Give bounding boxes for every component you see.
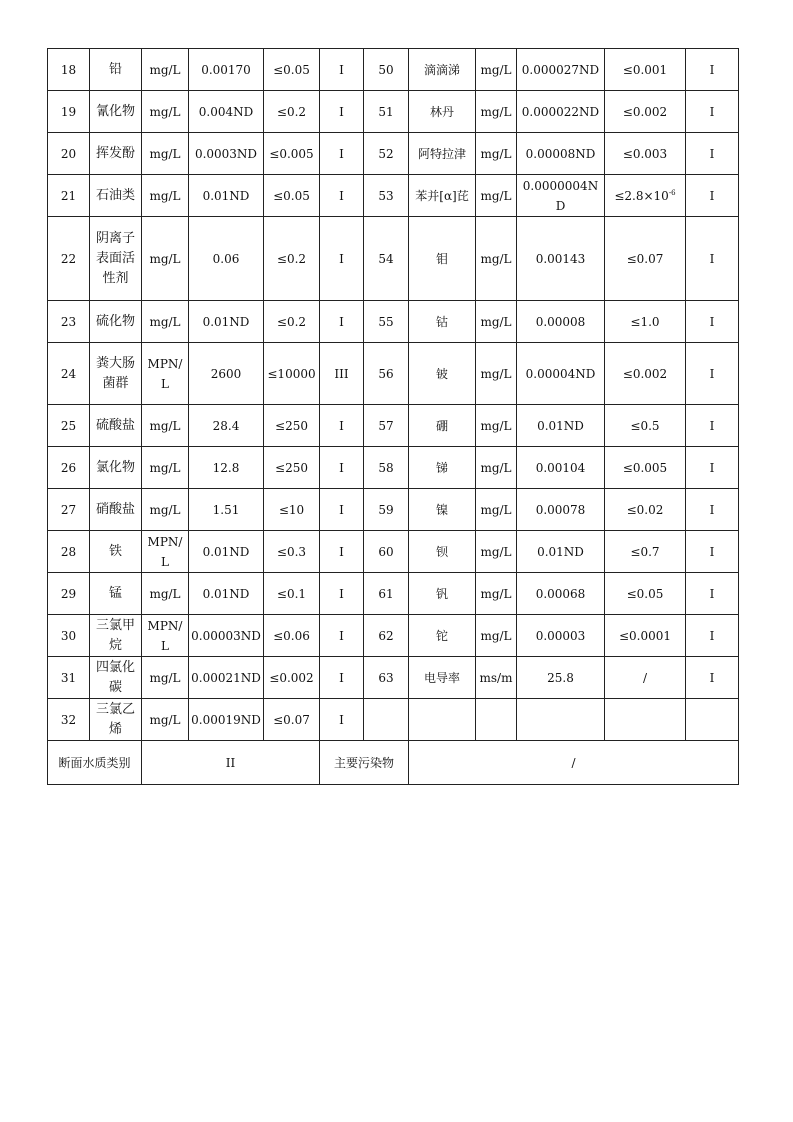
left-item-name: 石油类: [90, 175, 142, 217]
left-item-limit: ≤0.2: [264, 91, 320, 133]
left-item-unit: MPN/L: [142, 531, 189, 573]
left-item-number: 23: [48, 301, 90, 343]
right-item-limit: /: [605, 657, 686, 699]
left-item-grade: I: [320, 657, 364, 699]
right-item-number: 57: [364, 405, 409, 447]
right-item-limit: ≤0.5: [605, 405, 686, 447]
left-item-name: 氰化物: [90, 91, 142, 133]
left-item-result: 0.06: [189, 217, 264, 301]
right-item-name: 钒: [409, 573, 476, 615]
right-item-name: 铊: [409, 615, 476, 657]
right-item-limit: ≤0.001: [605, 49, 686, 91]
left-item-grade: I: [320, 615, 364, 657]
right-item-grade: I: [686, 657, 739, 699]
right-item-unit: mg/L: [476, 133, 517, 175]
left-item-unit: mg/L: [142, 217, 189, 301]
left-item-unit: mg/L: [142, 49, 189, 91]
water-quality-table: [47, 48, 739, 785]
left-item-result: 1.51: [189, 489, 264, 531]
left-item-limit: ≤0.2: [264, 301, 320, 343]
table-row: [48, 133, 739, 175]
section-class-value: II: [142, 741, 320, 785]
right-item-unit: mg/L: [476, 531, 517, 573]
left-item-limit: ≤0.005: [264, 133, 320, 175]
left-item-name: 硫酸盐: [90, 405, 142, 447]
right-item-number: 53: [364, 175, 409, 217]
left-item-result: 0.01ND: [189, 175, 264, 217]
right-item-grade: I: [686, 447, 739, 489]
right-item-grade: I: [686, 489, 739, 531]
right-item-unit: mg/L: [476, 615, 517, 657]
left-item-unit: mg/L: [142, 489, 189, 531]
left-item-result: 0.01ND: [189, 301, 264, 343]
left-item-unit: mg/L: [142, 573, 189, 615]
left-item-unit: MPN/L: [142, 343, 189, 405]
left-item-limit: ≤0.05: [264, 175, 320, 217]
right-item-result: 0.0000004ND: [517, 175, 605, 217]
left-item-result: 0.004ND: [189, 91, 264, 133]
right-item-name: 镍: [409, 489, 476, 531]
table-row: [48, 531, 739, 573]
left-item-number: 26: [48, 447, 90, 489]
right-item-result: 0.00008: [517, 301, 605, 343]
right-item-result: 0.000027ND: [517, 49, 605, 91]
right-item-number: 51: [364, 91, 409, 133]
left-item-unit: mg/L: [142, 699, 189, 741]
left-item-result: 0.00019ND: [189, 699, 264, 741]
right-item-name: 电导率: [409, 657, 476, 699]
left-item-number: 29: [48, 573, 90, 615]
right-item-number: 50: [364, 49, 409, 91]
left-item-result: 0.00003ND: [189, 615, 264, 657]
right-item-limit: ≤0.005: [605, 447, 686, 489]
left-item-unit: mg/L: [142, 657, 189, 699]
right-item-grade: I: [686, 405, 739, 447]
left-item-grade: I: [320, 531, 364, 573]
right-item-name: 阿特拉津: [409, 133, 476, 175]
table-row: [48, 91, 739, 133]
table-row: [48, 615, 739, 657]
right-item-limit: ≤0.02: [605, 489, 686, 531]
left-item-number: 20: [48, 133, 90, 175]
right-item-name: 钴: [409, 301, 476, 343]
table-row: [48, 699, 739, 741]
left-item-limit: ≤0.05: [264, 49, 320, 91]
section-class-label: 断面水质类别: [48, 741, 142, 785]
table-row: [48, 489, 739, 531]
table-body: [48, 49, 739, 741]
left-item-number: 30: [48, 615, 90, 657]
left-item-number: 28: [48, 531, 90, 573]
left-item-number: 25: [48, 405, 90, 447]
right-item-result: 0.01ND: [517, 531, 605, 573]
right-item-number: 55: [364, 301, 409, 343]
right-item-result: 0.000022ND: [517, 91, 605, 133]
left-item-number: 24: [48, 343, 90, 405]
table-row: [48, 447, 739, 489]
main-pollutant-value: /: [409, 741, 739, 785]
right-item-unit: mg/L: [476, 175, 517, 217]
right-item-grade: I: [686, 133, 739, 175]
left-item-result: 2600: [189, 343, 264, 405]
right-item-number: 59: [364, 489, 409, 531]
right-item-number: 60: [364, 531, 409, 573]
left-item-unit: MPN/L: [142, 615, 189, 657]
left-item-number: 27: [48, 489, 90, 531]
right-item-result: 0.00143: [517, 217, 605, 301]
right-item-result: 0.00004ND: [517, 343, 605, 405]
left-item-unit: mg/L: [142, 301, 189, 343]
right-item-name: 硼: [409, 405, 476, 447]
left-item-grade: I: [320, 573, 364, 615]
right-item-grade: I: [686, 343, 739, 405]
right-item-number: [364, 699, 409, 741]
right-item-grade: I: [686, 301, 739, 343]
left-item-name: 氯化物: [90, 447, 142, 489]
left-item-limit: ≤250: [264, 447, 320, 489]
left-item-number: 31: [48, 657, 90, 699]
left-item-result: 28.4: [189, 405, 264, 447]
left-item-name: 硝酸盐: [90, 489, 142, 531]
right-item-unit: mg/L: [476, 405, 517, 447]
right-item-name: 铍: [409, 343, 476, 405]
left-item-name: 粪大肠菌群: [90, 343, 142, 405]
right-item-result: 0.00068: [517, 573, 605, 615]
right-item-unit: mg/L: [476, 301, 517, 343]
right-item-number: 54: [364, 217, 409, 301]
right-item-grade: [686, 699, 739, 741]
left-item-name: 铁: [90, 531, 142, 573]
left-item-unit: mg/L: [142, 133, 189, 175]
right-item-result: 25.8: [517, 657, 605, 699]
left-item-name: 铅: [90, 49, 142, 91]
table-row: [48, 49, 739, 91]
left-item-limit: ≤10: [264, 489, 320, 531]
right-item-name: 林丹: [409, 91, 476, 133]
right-item-result: 0.01ND: [517, 405, 605, 447]
right-item-limit: ≤0.07: [605, 217, 686, 301]
right-item-number: 61: [364, 573, 409, 615]
left-item-number: 18: [48, 49, 90, 91]
left-item-name: 三氯甲烷: [90, 615, 142, 657]
left-item-grade: III: [320, 343, 364, 405]
table-row: [48, 573, 739, 615]
right-item-limit: ≤1.0: [605, 301, 686, 343]
right-item-grade: I: [686, 573, 739, 615]
left-item-result: 12.8: [189, 447, 264, 489]
left-item-limit: ≤0.07: [264, 699, 320, 741]
left-item-limit: ≤0.06: [264, 615, 320, 657]
left-item-limit: ≤0.1: [264, 573, 320, 615]
right-item-number: 52: [364, 133, 409, 175]
left-item-result: 0.0003ND: [189, 133, 264, 175]
left-item-grade: I: [320, 91, 364, 133]
right-item-limit: ≤0.0001: [605, 615, 686, 657]
table-row: [48, 301, 739, 343]
left-item-name: 硫化物: [90, 301, 142, 343]
summary-row: [48, 741, 739, 785]
right-item-grade: I: [686, 49, 739, 91]
left-item-grade: I: [320, 489, 364, 531]
left-item-grade: I: [320, 405, 364, 447]
left-item-number: 21: [48, 175, 90, 217]
table-row: [48, 217, 739, 301]
table-row: [48, 657, 739, 699]
right-item-name: 钡: [409, 531, 476, 573]
left-item-unit: mg/L: [142, 175, 189, 217]
right-item-result: 0.00104: [517, 447, 605, 489]
left-item-grade: I: [320, 133, 364, 175]
left-item-number: 19: [48, 91, 90, 133]
left-item-limit: ≤10000: [264, 343, 320, 405]
left-item-number: 32: [48, 699, 90, 741]
table-row: [48, 405, 739, 447]
right-item-grade: I: [686, 217, 739, 301]
left-item-grade: I: [320, 217, 364, 301]
right-item-unit: mg/L: [476, 447, 517, 489]
limit-base: ≤2.8×10: [614, 188, 669, 203]
right-item-limit: ≤0.003: [605, 133, 686, 175]
left-item-grade: I: [320, 49, 364, 91]
left-item-number: 22: [48, 217, 90, 301]
main-pollutant-label: 主要污染物: [320, 741, 409, 785]
left-item-grade: I: [320, 699, 364, 741]
right-item-unit: ms/m: [476, 657, 517, 699]
left-item-result: 0.01ND: [189, 531, 264, 573]
right-item-result: 0.00008ND: [517, 133, 605, 175]
right-item-unit: mg/L: [476, 217, 517, 301]
right-item-grade: I: [686, 175, 739, 217]
right-item-limit: [605, 699, 686, 741]
limit-exponent: -6: [668, 188, 676, 197]
left-item-result: 0.01ND: [189, 573, 264, 615]
left-item-limit: ≤0.2: [264, 217, 320, 301]
right-item-name: 苯并[α]芘: [409, 175, 476, 217]
right-item-name: 钼: [409, 217, 476, 301]
right-item-unit: mg/L: [476, 343, 517, 405]
right-item-result: [517, 699, 605, 741]
right-item-result: 0.00003: [517, 615, 605, 657]
right-item-limit: [605, 175, 686, 217]
left-item-limit: ≤0.3: [264, 531, 320, 573]
right-item-limit: ≤0.05: [605, 573, 686, 615]
left-item-unit: mg/L: [142, 405, 189, 447]
right-item-name: 锑: [409, 447, 476, 489]
left-item-name: 挥发酚: [90, 133, 142, 175]
right-item-unit: mg/L: [476, 49, 517, 91]
right-item-grade: I: [686, 531, 739, 573]
left-item-name: 阴离子表面活性剂: [90, 217, 142, 301]
left-item-name: 三氯乙烯: [90, 699, 142, 741]
right-item-grade: I: [686, 91, 739, 133]
right-item-name: [409, 699, 476, 741]
right-item-number: 63: [364, 657, 409, 699]
right-item-limit: ≤0.002: [605, 343, 686, 405]
right-item-grade: I: [686, 615, 739, 657]
summary-body: [48, 741, 739, 785]
right-item-unit: mg/L: [476, 489, 517, 531]
right-item-unit: mg/L: [476, 573, 517, 615]
left-item-name: 四氯化碳: [90, 657, 142, 699]
right-item-limit: ≤0.7: [605, 531, 686, 573]
right-item-number: 56: [364, 343, 409, 405]
left-item-grade: I: [320, 301, 364, 343]
right-item-unit: mg/L: [476, 91, 517, 133]
left-item-grade: I: [320, 447, 364, 489]
left-item-grade: I: [320, 175, 364, 217]
left-item-limit: ≤0.002: [264, 657, 320, 699]
left-item-result: 0.00170: [189, 49, 264, 91]
right-item-result: 0.00078: [517, 489, 605, 531]
right-item-limit: ≤0.002: [605, 91, 686, 133]
table-row: [48, 343, 739, 405]
left-item-unit: mg/L: [142, 91, 189, 133]
left-item-name: 锰: [90, 573, 142, 615]
right-item-name: 滴滴涕: [409, 49, 476, 91]
right-item-unit: [476, 699, 517, 741]
left-item-unit: mg/L: [142, 447, 189, 489]
left-item-result: 0.00021ND: [189, 657, 264, 699]
left-item-limit: ≤250: [264, 405, 320, 447]
table-row: [48, 175, 739, 217]
right-item-number: 58: [364, 447, 409, 489]
right-item-number: 62: [364, 615, 409, 657]
